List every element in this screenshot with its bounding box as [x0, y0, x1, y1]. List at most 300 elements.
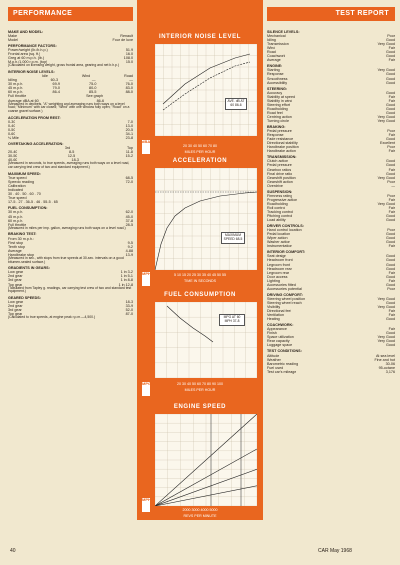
data-row [267, 343, 395, 347]
row-label: Pedal location [267, 232, 291, 237]
row-value: 1 in 3-2 [120, 270, 133, 275]
row-label: Coachwork [267, 54, 286, 59]
row-value: Good [385, 90, 395, 95]
row-label: Legroom front [267, 262, 290, 267]
performance-header: PERFORMANCE [8, 7, 133, 21]
row-label: Average dBA at 60 [8, 98, 39, 103]
row-label: Accessories fitted [267, 282, 296, 287]
head-cell: Wind [81, 74, 91, 79]
row-label: 3rd gear [8, 308, 22, 313]
section-title: TRANSMISSION: [267, 155, 297, 160]
row-label: Low gear [8, 270, 24, 275]
row-label: 0-50 [8, 128, 16, 133]
section-title: MAXIMUM SPEED: [8, 172, 41, 177]
section-title: GEARED SPEEDS: [8, 296, 41, 301]
row-label: Idling [8, 78, 17, 83]
row-label: Handbrake position [267, 145, 299, 150]
row-value: 68-5 [125, 176, 133, 181]
row-value: Good [385, 137, 395, 142]
row-value: 75-0 [89, 82, 97, 87]
row-label: Stability at speed [267, 94, 296, 99]
row-label: Wiper action [267, 236, 288, 241]
row-label: 0-30 [8, 119, 16, 124]
row-value: 15-2 [125, 154, 133, 159]
row-value: Good [385, 106, 395, 111]
row-value: 4-88 [125, 248, 133, 253]
row-value [54, 94, 56, 98]
section-title: ENGINE: [267, 64, 283, 69]
section-title: DRIVER CONTROLS: [267, 224, 304, 229]
row-value: Poor [387, 228, 395, 233]
row-label: Road feel [267, 110, 283, 115]
row-label: Accuracy [267, 90, 283, 95]
section-title: MAKE AND MODEL: [8, 30, 44, 34]
row-value: 76-0 [125, 82, 133, 87]
row-label: Pedal pressure [267, 163, 292, 168]
row-label: Door access [267, 274, 288, 279]
row-label: Seat design [267, 254, 287, 259]
row-value: 51.9 [125, 48, 133, 53]
row-label: Transmission [267, 42, 289, 47]
row-label: Space utilization [267, 335, 294, 340]
row-value: Good [385, 171, 395, 176]
row-label: ¼ Mile [8, 136, 19, 141]
row-value: Fair [388, 209, 395, 214]
fuel-axis-unit: MPG [142, 382, 150, 396]
row-value: Very Good [377, 335, 395, 340]
row-label: Altitude [267, 353, 280, 358]
row-value: Fair [388, 313, 395, 318]
row-value: Fair [388, 270, 395, 275]
section-note: (Measured in decibels, "A" weighting and averaging runs both ways on a level road; "Minimum" with car closed; "Wind" with one window fully open; "Road" on a coarse gravel surface.) [8, 101, 130, 114]
row-label: Average [8, 248, 22, 253]
section-title: SILENCE LEVELS: [267, 30, 300, 34]
row-label: Calibration [8, 184, 26, 189]
accel-x-label: TIME IN SECONDS [184, 279, 216, 283]
row-value: Good [385, 343, 395, 348]
noise-curve-3rd [163, 54, 250, 104]
row-label: Gearshift action [267, 179, 293, 184]
data-row [267, 317, 395, 321]
left-column [8, 28, 133, 320]
section-title: ACCELERATION FROM REST: [8, 115, 61, 120]
row-label: Load ability [267, 218, 286, 223]
noise-x-label: MILES PER HOUR [184, 150, 216, 154]
row-value: 85-5 [89, 90, 97, 95]
row-label: 2nd gear [8, 304, 23, 309]
row-value: Very Good [377, 118, 395, 123]
page-number: 40 [10, 548, 16, 554]
section-title: BRAKING: [267, 125, 286, 130]
row-value: Good [385, 218, 395, 223]
row-label: 40-60 [8, 158, 18, 163]
row-value: 33-9 [125, 304, 133, 309]
row-value: Very Good [377, 175, 395, 180]
row-value: 1 in 8-8 [120, 278, 133, 283]
row-label: Indicated [8, 188, 23, 193]
row-label: Handbrake stop [8, 252, 35, 257]
section-note: (Tabulated from Tapley g. readings, car carrying test crew of two and standard test equipment.) [8, 285, 132, 294]
row-label: Model [8, 38, 19, 43]
section-title: BRAKING TEST: [8, 232, 37, 237]
row-value: Poor [387, 129, 395, 134]
row-value: Fair [388, 98, 395, 103]
row-value: Good [385, 72, 395, 77]
test-report-header: TEST REPORT [267, 7, 395, 21]
row-value: Poor [387, 34, 395, 39]
section-title: DRIVING COMFORT: [267, 292, 303, 297]
row-value: 86-6 [96, 98, 105, 103]
row-label: Idling [267, 38, 276, 43]
row-value: Fair [388, 197, 395, 202]
row-label: Overdrive [267, 183, 283, 188]
row-label: Visibility [267, 305, 281, 309]
row-label: Appearance [267, 327, 287, 332]
row-value: 72-0 [125, 180, 133, 185]
row-label: Tenth stop [8, 244, 26, 249]
row-label: Test car's mileage [267, 369, 297, 374]
row-value: Fair [388, 46, 395, 51]
row-label: Headroom front [267, 258, 293, 263]
row-label: Weather [267, 357, 281, 362]
row-value: 12-5 [67, 154, 76, 159]
row-label: 20-40 [8, 150, 18, 155]
row-label: 45 m.p.h. [8, 86, 24, 91]
fuel-x-ticks: 20 30 40 50 60 70 80 90 100 [177, 382, 223, 386]
row-value: Very Good [377, 114, 395, 119]
row-label: Full throttle [8, 94, 27, 99]
right-column [267, 28, 395, 374]
row-value: 95-octane [378, 365, 395, 370]
magazine-issue: CAR May 1968 [318, 548, 352, 554]
row-label: Tracking control [267, 209, 294, 214]
row-value: Good [385, 80, 395, 85]
row-label: Greg at 60 m.p.h. (lb.) [8, 56, 45, 61]
row-value: Fair [388, 327, 395, 332]
row-label: 0-60 [8, 132, 16, 137]
head-cell: 3rd [64, 146, 71, 151]
row-value: Good [385, 76, 395, 81]
row-value: Excellent [380, 141, 395, 146]
row-value: Very Good [377, 339, 395, 344]
row-value: 52-0 [125, 308, 133, 313]
row-label: Average [267, 58, 281, 63]
section-note: (Measured in seconds, to true speeds, averaging runs both ways on a level road, car carrying test crew of two and standard equipment.) [8, 161, 130, 170]
row-label: Centring action [267, 114, 292, 119]
row-value: — [391, 183, 395, 188]
row-value: Very Good [377, 296, 395, 301]
row-label: 30 m.p.h. [8, 82, 24, 87]
fuel-chart-title: FUEL CONSUMPTION [164, 292, 236, 298]
row-label: Barometric reading [267, 361, 299, 366]
row-value: Good [385, 331, 395, 336]
row-value: Very Good [377, 201, 395, 206]
section-title: COACHWORK: [267, 323, 294, 328]
calibration-indicated: 30 . 40 . 50 . 60 . 70 [8, 192, 41, 197]
row-label: Full throttle [8, 222, 27, 227]
row-value: 60-3 [50, 78, 59, 83]
row-value [131, 188, 133, 192]
row-label: Frontal area (sq. ft.) [8, 52, 41, 57]
row-label: Finish [267, 331, 277, 336]
row-value: Fair [388, 244, 395, 249]
row-label: Gearbox ratios [267, 167, 292, 172]
accel-axis-unit: MPH [142, 272, 150, 286]
row-label: Road [267, 50, 276, 55]
row-label: 30 m.p.h. [8, 210, 24, 215]
row-label: 30-50 [8, 154, 18, 159]
row-value: Poor [387, 145, 395, 150]
row-value: 9-5 [127, 240, 133, 245]
row-value: Good [385, 240, 395, 245]
row-value: Good [385, 50, 395, 55]
row-value: Fair [388, 167, 395, 172]
head-cell: Top [127, 146, 133, 151]
row-label: Headroom rear [267, 266, 292, 271]
row-label: Luggage space [267, 343, 293, 348]
fuel-curve [167, 306, 213, 342]
row-value: Good [385, 254, 395, 259]
chart-column [137, 0, 263, 520]
engine-chart [155, 414, 257, 506]
row-value: Fair [388, 278, 395, 283]
row-label: Response [267, 133, 284, 138]
row-value: 69-9 [52, 82, 60, 87]
row-label: Steering wheel position [267, 296, 306, 301]
data-row [267, 58, 395, 62]
row-value: Good [385, 266, 395, 271]
section-title: GRADIENTS IN GEARS: [8, 266, 50, 271]
row-value: Four de luxe [112, 38, 133, 43]
row-value: Good [385, 38, 395, 43]
row-value: Very Good [377, 42, 395, 47]
row-label: Handbrake action [267, 149, 296, 154]
section-note: (Measured in miles per imp. gallon, averaging runs both ways on a level road.) [8, 225, 126, 230]
row-value: 8-5 [68, 150, 75, 155]
row-label: 60 m.p.h. [8, 90, 24, 95]
engine-x-label: REVS PER MINUTE [183, 514, 217, 518]
row-label: Mechanical [267, 34, 286, 39]
row-value: Fair [388, 94, 395, 99]
engine-axis-unit: MPH [142, 498, 150, 512]
row-value: Renault [120, 34, 133, 39]
row-value: Good [385, 159, 395, 164]
row-label: Turning circle [267, 118, 289, 123]
data-row [267, 244, 395, 248]
accel-summary-box: MAXIMUM SPEED 68-5 [221, 232, 245, 244]
row-value: Fair [388, 205, 395, 210]
row-value: Fair [388, 133, 395, 138]
row-value: Good [385, 232, 395, 237]
row-value: 108.0 [123, 56, 133, 61]
row-value: 18-3 [71, 158, 79, 163]
row-value: See graph [86, 94, 104, 99]
section-title: PERFORMANCE FACTORS: [8, 44, 57, 49]
row-value: 3,176 [385, 369, 395, 374]
row-label: Response [267, 72, 284, 77]
row-label: True speed [8, 176, 27, 181]
row-label: Top gear [8, 312, 23, 317]
row-value: Good [385, 258, 395, 263]
noise-axis-unit: dBA [142, 140, 150, 154]
row-value [131, 158, 133, 162]
row-label: Directional feel [267, 309, 292, 314]
row-label: Clutch action [267, 159, 289, 164]
row-value: 1 in 5-1 [120, 274, 133, 279]
row-value: Good [385, 262, 395, 267]
row-value: 83-0 [125, 86, 133, 91]
row-label: Roll control [267, 205, 286, 210]
data-row [267, 218, 395, 222]
row-value: Fine and hot [374, 357, 395, 362]
calibration-true: 17-5 . 27 . 36-5 . 46 . 55-5 . 65 [8, 200, 58, 205]
row-value: 79-0 [52, 86, 60, 91]
section-title: STEERING: [267, 86, 288, 91]
accel-curve [155, 192, 257, 270]
row-label: Fade resistance [267, 137, 294, 142]
noise-chart-title: INTERIOR NOISE LEVEL [158, 34, 241, 40]
row-value: 9-2 [127, 244, 133, 249]
row-value: 20-5 [125, 128, 133, 133]
row-label: Make [8, 34, 18, 39]
row-value: 16.0 [125, 52, 133, 57]
row-label: Instrumentation [267, 244, 293, 249]
row-label: 2nd gear [8, 274, 23, 279]
accel-chart [155, 168, 257, 270]
row-value: At sea level [375, 353, 395, 358]
noise-x-ticks: 20 30 40 50 60 70 80 [183, 144, 217, 148]
fuel-x-label: MILES PER HOUR [184, 388, 216, 392]
row-label: 3rd gear [8, 278, 22, 283]
row-label: Lighting [267, 278, 280, 283]
row-label: Speedo reading [8, 180, 35, 185]
row-value: Very Good [377, 305, 395, 309]
row-label: 60 m.p.h. [8, 218, 24, 223]
row-label: Progressive action [267, 197, 298, 202]
row-value: 11-8 [125, 150, 133, 155]
row-label: 0-40 [8, 124, 16, 129]
noise-chart [155, 44, 257, 136]
calibration-true-label: True speed [8, 196, 27, 201]
row-label: Fuel used [267, 365, 284, 370]
row-value: Good [385, 54, 395, 59]
section-title: SUSPENSION: [267, 189, 293, 194]
row-value: 87-0 [125, 312, 133, 317]
row-label: Accessibility [267, 80, 288, 85]
row-label: Heating [267, 317, 280, 322]
row-label: Low gear [8, 300, 24, 305]
row-value: Good [385, 163, 395, 168]
row-value: 86-4 [52, 90, 60, 95]
row-label: Roadholding [267, 201, 288, 206]
row-value: 28-5 [125, 222, 133, 227]
row-value: 45-0 [125, 214, 133, 219]
row-label: Firmness rating [267, 193, 293, 198]
section-title: INTERIOR COMFORT: [267, 250, 306, 255]
row-value: 1 in 12-8 [118, 282, 133, 287]
row-label: First stop [8, 240, 24, 245]
row-label: Pitching control [267, 214, 293, 219]
row-label: Gearshift position [267, 175, 296, 180]
row-label: Top gear [8, 282, 23, 287]
accel-x-ticks: 5 10 15 20 25 30 35 40 45 50 55 [174, 273, 226, 277]
data-row [267, 149, 395, 153]
head-cell: Idle [41, 74, 48, 79]
row-value: 30-06 [385, 361, 395, 366]
row-label: Smoothness [267, 76, 288, 81]
row-value: Good [385, 102, 395, 107]
row-value: Good [385, 110, 395, 115]
row-label: Steering effort [267, 102, 291, 107]
row-label: Final drive ratio [267, 171, 293, 176]
data-row [8, 38, 133, 42]
row-label: Wind [267, 46, 276, 51]
row-value: Fair [388, 149, 395, 154]
row-value: 62-0 [125, 210, 133, 215]
data-row [267, 81, 395, 85]
row-value: 7-0 [127, 119, 133, 124]
row-label: Accessories potential [267, 286, 302, 291]
row-value: Good [385, 214, 395, 219]
row-label: Hand control location [267, 228, 302, 233]
row-value: 23-8 [125, 136, 133, 141]
fuel-chart [155, 302, 257, 378]
section-intro: From 30 m.p.h.: [8, 236, 35, 241]
row-value: Poor [387, 286, 395, 291]
row-value: Poor [387, 193, 395, 198]
fuel-summary-box: MPG AT 60 MPH 37-8 [219, 314, 245, 326]
row-label: Stability in wind [267, 98, 293, 103]
head-cell: Road [124, 74, 133, 79]
data-row [267, 119, 395, 123]
engine-x-ticks: 2000 3000 4000 5000 [182, 508, 218, 512]
row-value: 15.0 [125, 60, 133, 65]
row-value: Good [385, 274, 395, 279]
row-label: Washer action [267, 240, 291, 245]
data-row [267, 370, 395, 374]
row-label: Rear capacity [267, 339, 290, 344]
row-label: Power/weight (lb./b.h.p.) [8, 48, 48, 53]
row-label: Steering wheel reach [267, 300, 302, 305]
row-value: — [91, 78, 96, 83]
row-label: Roadholding [267, 106, 288, 111]
engine-chart-title: ENGINE SPEED [173, 404, 227, 410]
row-label: Directional stability [267, 141, 298, 146]
row-label: M.p.h./1,000 r.p.m. (top) [8, 60, 48, 65]
row-value: Good [385, 317, 395, 322]
row-value: Good [385, 282, 395, 287]
row-label: Starting [267, 68, 280, 73]
row-label: Legroom rear [267, 270, 290, 275]
row-value: 34-1 [125, 132, 133, 137]
row-value: 80-0 [89, 86, 97, 91]
row-value: Good [385, 300, 395, 305]
row-label: Ventilation [267, 313, 285, 318]
section-note: (Measured in sec., with stops from true speeds at 30-sec. intervals on a good bitumen-sealed surface.) [8, 255, 124, 264]
data-row [267, 184, 395, 188]
section-title: FUEL CONSUMPTION: [8, 206, 48, 211]
row-value: 88-0 [125, 90, 133, 95]
row-value [131, 99, 133, 103]
accel-chart-title: ACCELERATION [172, 158, 228, 164]
row-value: 13-0 [125, 124, 133, 129]
row-value: Fair [388, 309, 395, 314]
row-value: 18-3 [125, 300, 133, 305]
section-title: INTERIOR NOISE LEVELS: [8, 70, 55, 75]
row-value: — [129, 78, 133, 83]
section-note: (Calculated to true speeds, at engine peak r.p.m.—4,500.) [8, 315, 96, 320]
row-value: 13-9 [125, 252, 133, 257]
